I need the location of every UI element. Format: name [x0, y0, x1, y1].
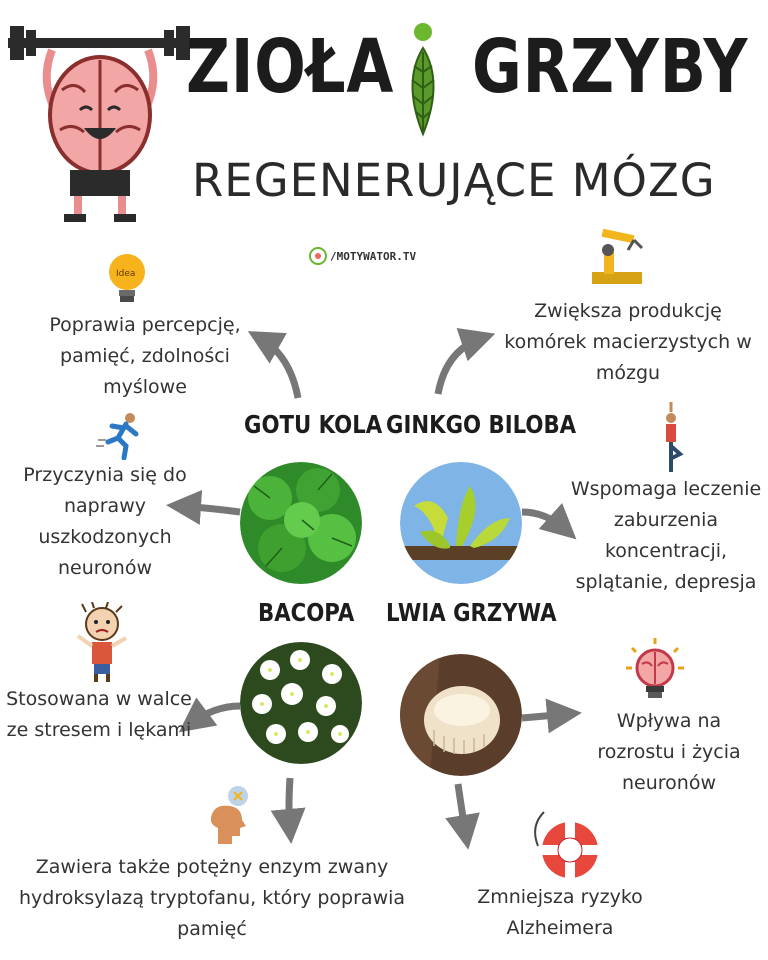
herb-name-bacopa: BACOPA — [258, 598, 355, 627]
benefit-concentration: Wspomaga leczenie zaburzenia koncentracji, splątanie, depresja — [570, 478, 762, 593]
herb-name-lwia-grzywa: LWIA GRZYWA — [386, 598, 557, 627]
benefit-growth: Wpływa na rozrostu i życia neuronów — [597, 710, 741, 794]
arrow-lion-growth — [522, 714, 568, 718]
bacopa-photo — [240, 642, 362, 764]
benefit-repair: Przyczynia się do naprawy uszkodzonych neuronów — [23, 464, 187, 579]
benefit-perception: Poprawia percepcję, pamięć, zdolności myślowe — [49, 314, 241, 398]
arrow-bacopa-enzyme — [289, 778, 290, 830]
subtitle: REGENERUJĄCE MÓZG — [192, 154, 716, 207]
title-left: ZIOŁA — [186, 24, 395, 110]
arrow-ginkgo-stem-cells — [438, 338, 482, 394]
title-right: GRZYBY — [472, 24, 749, 110]
benefit-alzheimer: Zmniejsza ryzyko Alzheimera — [477, 886, 643, 939]
arrow-bacopa-stress — [190, 706, 240, 724]
arrow-ginkgo-concentration — [522, 512, 566, 530]
benefit-stress: Stosowana w walce ze stresem i lękami — [6, 688, 192, 741]
herb-name-gotu-kola: GOTU KOLA — [244, 410, 383, 439]
herb-name-ginkgo-biloba: GINKGO BILOBA — [386, 410, 577, 439]
lwia-grzywa-photo — [400, 654, 522, 776]
benefit-enzyme: Zawiera także potężny enzym zwany hydroksylazą tryptofanu, który poprawia pamięć — [18, 856, 406, 940]
svg-text:Idea: Idea — [116, 269, 136, 279]
gotu-kola-photo — [240, 462, 362, 584]
arrow-lion-alzheimer — [458, 784, 466, 836]
brand-label: /MOTYWATOR.TV — [330, 250, 417, 263]
ginkgo-biloba-photo — [400, 462, 522, 584]
benefit-stem-cells: Zwiększa produkcję komórek macierzystych w mózgu — [504, 300, 752, 384]
